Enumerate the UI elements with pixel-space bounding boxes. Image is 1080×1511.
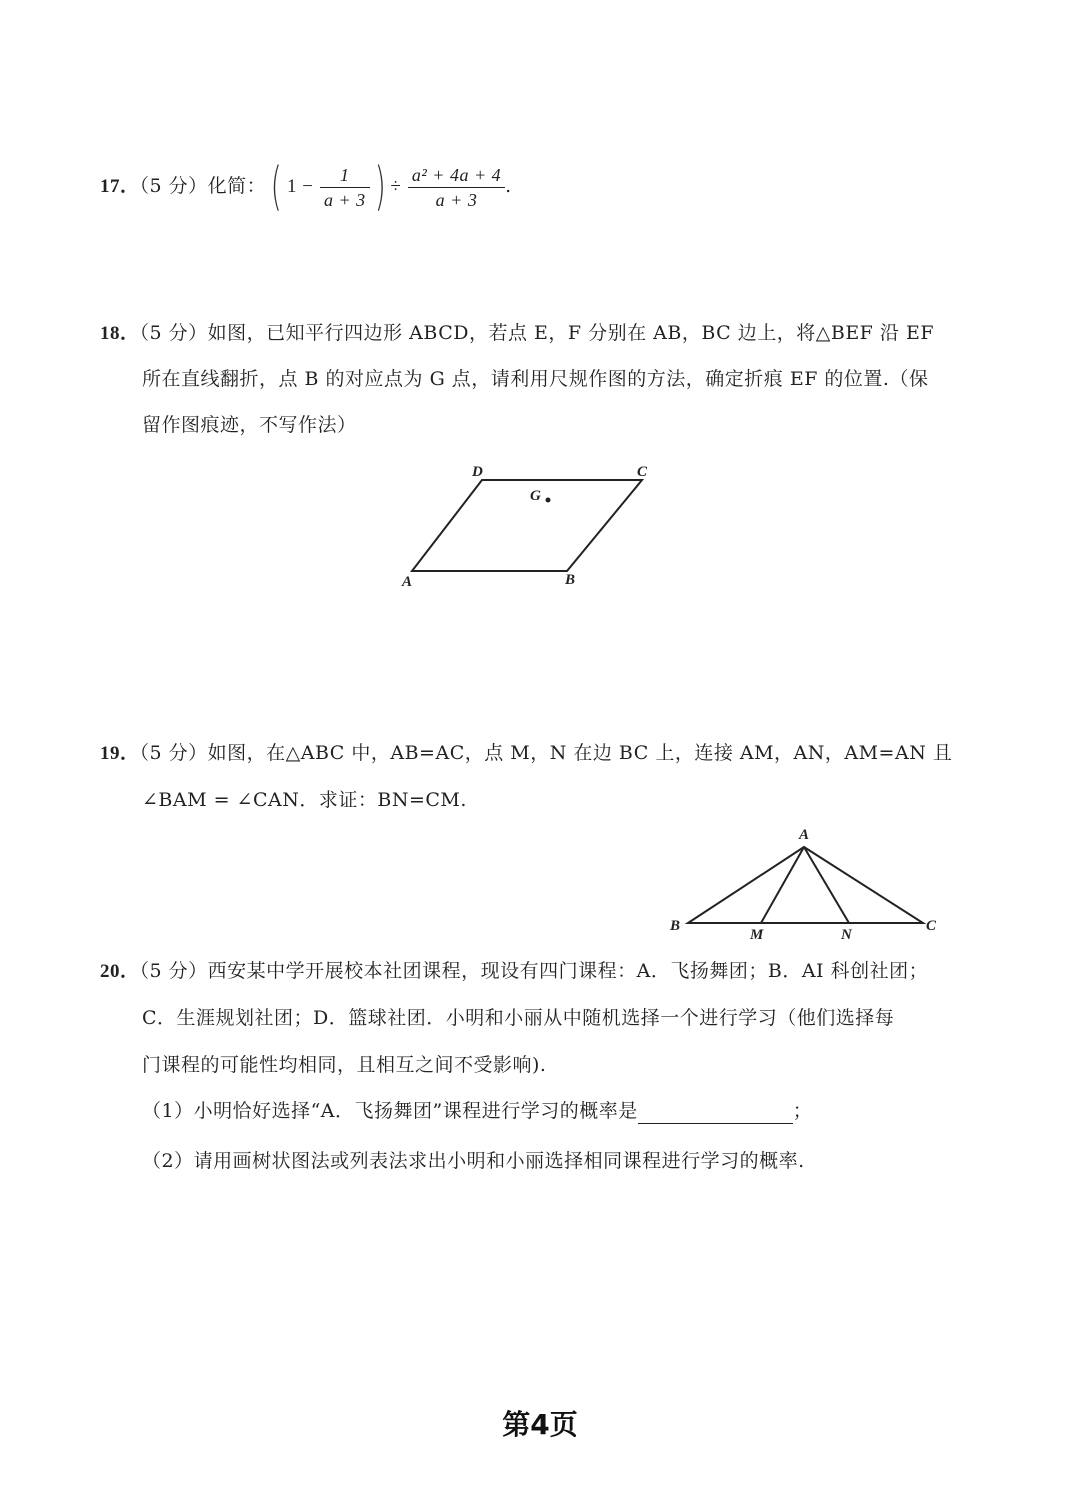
question-18-line-1	[100, 320, 934, 347]
fraction-1	[320, 163, 370, 212]
question-20-line-1	[100, 958, 928, 985]
question-20-sub-1	[142, 1098, 812, 1124]
divide-sign: ÷	[390, 176, 402, 197]
parallelogram-abcd	[412, 480, 642, 571]
question-score: （5 分）化简：	[139, 175, 267, 197]
fraction-2	[408, 163, 505, 212]
sub-question-end: ；	[792, 1100, 813, 1122]
segment-an	[804, 847, 849, 923]
question-20-sub-2: （2）请用画树状图法或列表法求出小明和小丽选择相同课程进行学习的概率.	[142, 1150, 805, 1172]
label-g: G	[530, 488, 541, 504]
fraction-1-denominator: a + 3	[323, 189, 366, 210]
left-paren: (	[270, 157, 283, 217]
label-c: C	[926, 918, 937, 934]
question-20-line-3: 门课程的可能性均相同，且相互之间不受影响).	[142, 1054, 547, 1076]
label-c: C	[637, 464, 648, 480]
question-19-line-1	[100, 740, 952, 767]
sub-question-text: （1）小明恰好选择“A．飞扬舞团”课程进行学习的概率是	[142, 1100, 638, 1122]
parallelogram-figure	[390, 455, 680, 595]
right-paren: )	[374, 157, 386, 217]
question-number: 17．	[100, 176, 140, 197]
fraction-2-numerator: a² + 4a + 4	[408, 163, 505, 188]
question-number: 19．	[100, 743, 140, 764]
segment-am	[761, 847, 804, 923]
one-minus: 1 −	[286, 176, 314, 197]
label-m: M	[750, 927, 764, 943]
label-n: N	[841, 927, 852, 943]
fraction-2-denominator: a + 3	[435, 189, 478, 210]
answer-blank[interactable]	[638, 1101, 793, 1124]
question-text: （5 分）如图，在△ABC 中，AB=AC，点 M，N 在边 BC 上，连接 AM，AN，AM=AN 且	[139, 742, 953, 764]
question-19-line-2: ∠BAM = ∠CAN．求证：BN=CM.	[142, 789, 467, 811]
label-d: D	[472, 464, 483, 480]
question-17	[100, 156, 512, 216]
label-a: A	[402, 574, 413, 590]
period: .	[505, 175, 512, 197]
label-a: A	[799, 827, 810, 843]
question-20-line-2: C．生涯规划社团；D．篮球社团．小明和小丽从中随机选择一个进行学习（他们选择每	[142, 1007, 895, 1029]
question-18-line-2: 所在直线翻折，点 B 的对应点为 G 点，请利用尺规作图的方法，确定折痕 EF 的位置.（保	[142, 368, 929, 390]
label-b: B	[565, 572, 576, 588]
question-number: 20．	[100, 961, 140, 982]
triangle-figure	[660, 822, 950, 947]
question-18-line-3: 留作图痕迹，不写作法）	[142, 414, 357, 436]
point-g	[546, 498, 551, 503]
fraction-1-numerator: 1	[320, 163, 370, 188]
label-b: B	[670, 918, 681, 934]
question-number: 18．	[100, 323, 140, 344]
question-text: （5 分）西安某中学开展校本社团课程，现设有四门课程：A．飞扬舞团；B．AI 科创社团；	[139, 960, 929, 982]
triangle-abc	[688, 847, 923, 923]
page-number: 第4页	[502, 1408, 578, 1441]
question-text: （5 分）如图，已知平行四边形 ABCD，若点 E，F 分别在 AB，BC 边上，将△BEF 沿 EF	[139, 322, 934, 344]
